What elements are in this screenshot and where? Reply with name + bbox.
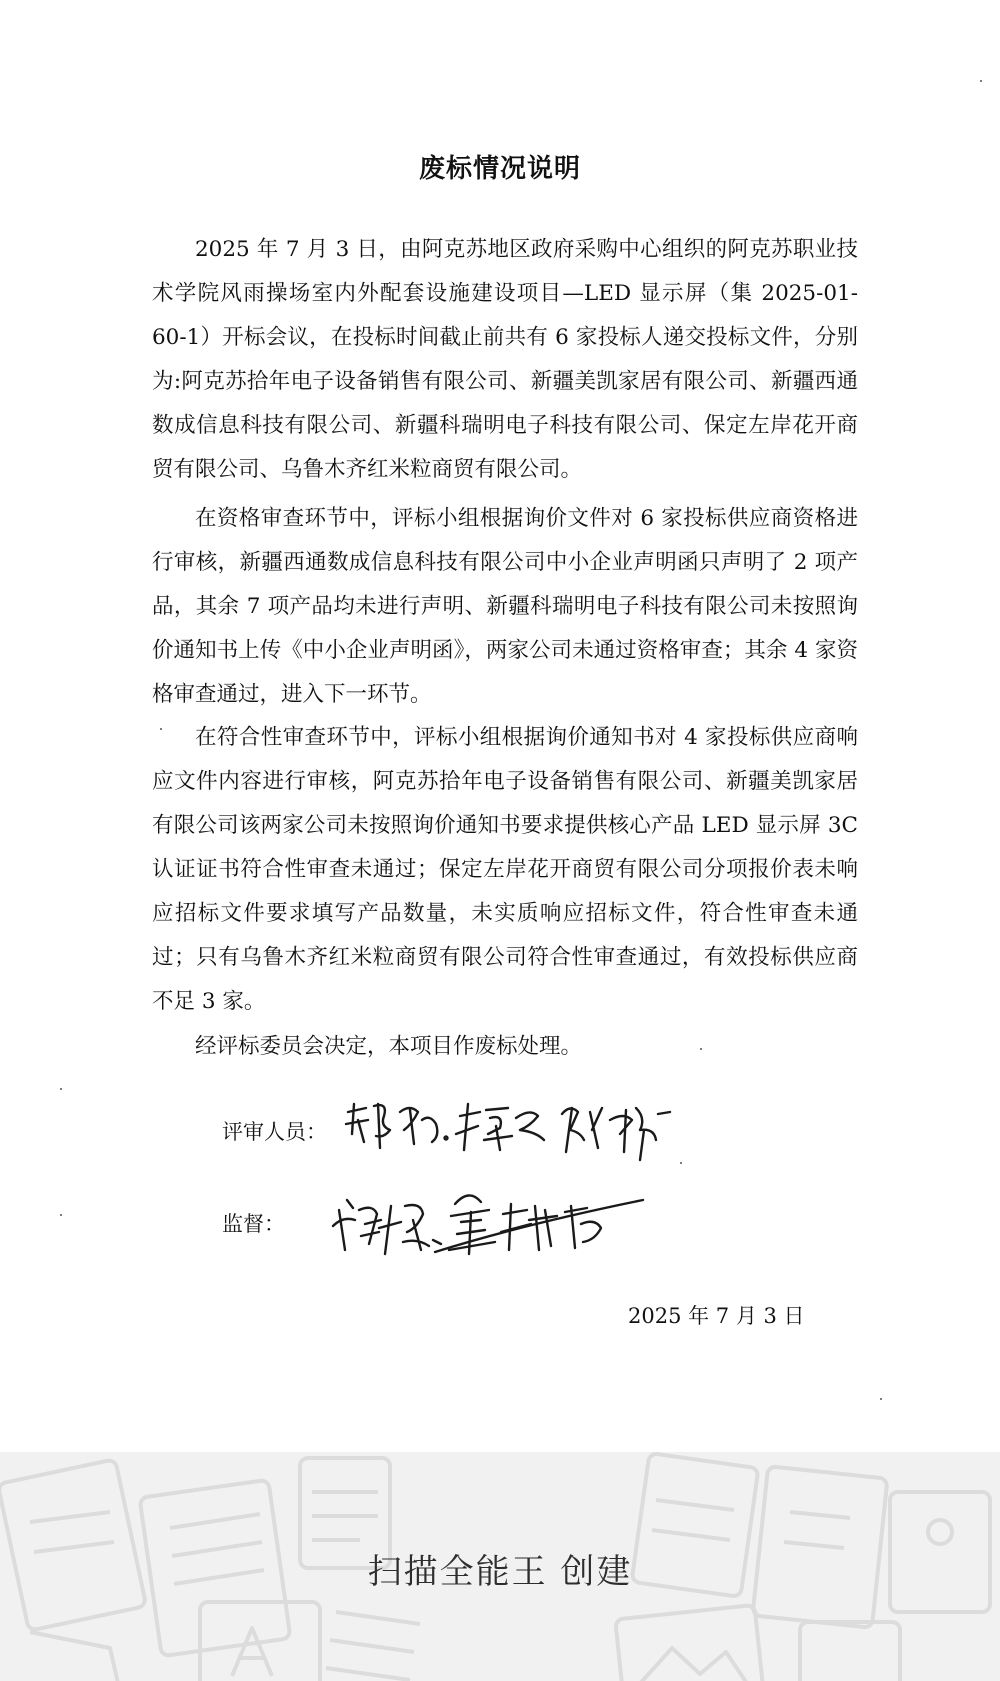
scan-speck — [60, 1214, 62, 1216]
scanner-watermark-footer — [0, 1452, 1000, 1681]
handwritten-signature-image — [340, 1090, 700, 1170]
document-title: 废标情况说明 — [418, 154, 581, 184]
scan-speck — [980, 80, 982, 82]
supervision-label: 监督： — [222, 1212, 285, 1236]
paragraph-compliance-review: 在符合性审查环节中，评标小组根据询价通知书对 4 家投标供应商响应文件内容进行审核，阿克苏拾年电子设备销售有限公司、新疆美凯家居有限公司该两家公司未按照询价通知书要求提供核心产品 LED 显示屏 3C 认证证书符合性审查未通过；保定左岸花开商贸有限公司分项报价表未响应招标文件要求填写产品数量，未实质响应招标文件，符合性审查未通过；只有乌鲁木齐红米粒商贸有限公司符合性审查通过，有效投标供应商不足 3 家。 — [152, 725, 858, 1014]
paragraph-decision: 经评标委员会决定，本项目作废标处理。 — [195, 1034, 583, 1059]
scan-speck — [680, 1162, 682, 1164]
paragraph-bid-opening: 2025 年 7 月 3 日，由阿克苏地区政府采购中心组织的阿克苏职业技术学院风雨操场室内外配套设施建设项目—LED 显示屏（集 2025-01-60-1）开标会议，在投标时间截止前共有 6 家投标人递交投标文件，分别为:阿克苏拾年电子设备销售有限公司、新疆美凯家居有限公司、新疆西通数成信息科技有限公司、新疆科瑞明电子科技有限公司、保定左岸花开商贸有限公司、乌鲁木齐红米粒商贸有限公司。 — [152, 237, 858, 482]
document-date: 2025 年 7 月 3 日 — [628, 1304, 805, 1328]
scan-speck — [880, 1398, 882, 1400]
reviewers-label: 评审人员： — [222, 1120, 327, 1144]
scan-speck — [60, 1088, 62, 1090]
supervision-signature — [325, 1180, 685, 1274]
scanner-app-watermark: 扫描全能王 创建 — [367, 1552, 633, 1592]
handwritten-signature-image — [325, 1180, 685, 1270]
scan-speck — [700, 1048, 702, 1050]
reviewers-signature — [340, 1090, 700, 1174]
scan-speck — [160, 728, 162, 730]
paragraph-qualification-review: 在资格审查环节中，评标小组根据询价文件对 6 家投标供应商资格进行审核，新疆西通数成信息科技有限公司中小企业声明函只声明了 2 项产品，其余 7 项产品均未进行声明、新疆科瑞明电子科技有限公司未按照询价通知书上传《中小企业声明函》，两家公司未通过资格审查；其余 4 家资格审查通过，进入下一环节。 — [152, 506, 858, 707]
